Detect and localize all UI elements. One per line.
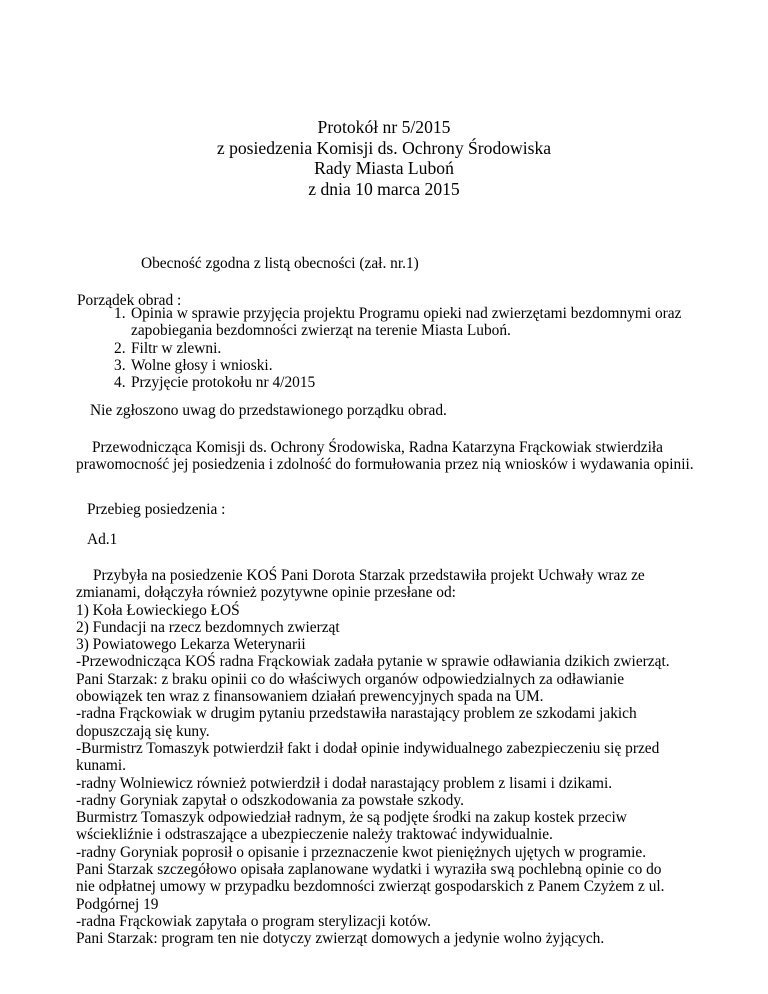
agenda-label: Porządek obrad : bbox=[77, 292, 182, 309]
body-line: zmianami, dołączyła również pozytywne opinie przesłane od: bbox=[76, 584, 456, 602]
body-line: Podgórnej 19 bbox=[76, 895, 159, 913]
agenda-item-text: Przyjęcie protokołu nr 4/2015 bbox=[131, 374, 316, 392]
body-line: -radny Wolniewicz również potwierdził i dodał narastający problem z lisami i dzikami. bbox=[76, 774, 613, 792]
body-line: -Burmistrz Tomaszyk potwierdził fakt i dodał opinie indywidualnego zabezpieczeniu się przed bbox=[76, 739, 660, 757]
proceedings-label: Przebieg posiedzenia : bbox=[87, 501, 226, 518]
body-line: obowiązek ten wraz z finansowaniem działań prewencyjnych spada na UM. bbox=[76, 688, 544, 706]
body-line: Burmistrz Tomaszyk odpowiedział radnym, że są podjęte środki na zakup kostek przeciw bbox=[76, 809, 627, 827]
agenda-item bbox=[114, 357, 714, 374]
agenda-item-text-continued: zapobiegania bezdomności zwierząt na terenie Miasta Luboń. bbox=[131, 322, 511, 340]
agenda-item-number: 3. bbox=[114, 356, 126, 374]
body-line: Pani Starzak szczegółowo opisała zaplanowane wydatki i wyraziła swą pochlebną opinie co do bbox=[76, 861, 662, 879]
document-title bbox=[0, 117, 768, 199]
body-line: nie odpłatnej umowy w przypadku bezdomności zwierząt gospodarskich z Panem Czyżem z ul. bbox=[76, 878, 665, 896]
no-remarks-note: Nie zgłoszono uwag do przedstawionego porządku obrad. bbox=[90, 402, 447, 419]
body-line: dopuszczają się kuny. bbox=[76, 722, 210, 740]
body-line: kunami. bbox=[76, 757, 127, 775]
proceedings-body bbox=[76, 567, 716, 948]
body-line: -radny Goryniak poprosił o opisanie i przeznaczenie kwot pieniężnych ujętych w programie. bbox=[76, 843, 647, 861]
body-line: -Przewodnicząca KOŚ radna Frąckowiak zadała pytanie w sprawie odławiania dzikich zwierząt. bbox=[76, 653, 670, 671]
agenda-item-number: 4. bbox=[114, 374, 126, 392]
body-line: 3) Powiatowego Lekarza Weterynarii bbox=[76, 636, 306, 654]
body-line: Pani Starzak: z braku opinii co do właściwych organów odpowiedzialnych za odławianie bbox=[76, 670, 625, 688]
title-line: Rady Miasta Luboń bbox=[314, 158, 454, 179]
body-line: Przybyła na posiedzenie KOŚ Pani Dorota Starzak przedstawiła projekt Uchwały wraz ze bbox=[93, 567, 645, 584]
title-line: z posiedzenia Komisji ds. Ochrony Środowiska bbox=[216, 137, 552, 158]
attendance-note: Obecność zgodna z listą obecności (zał. nr.1) bbox=[141, 255, 419, 272]
chair-statement-line: prawomocność jej posiedzenia i zdolność do formułowania przez nią wniosków i wydawania opinii. bbox=[76, 456, 694, 473]
body-line: -radny Goryniak zapytał o odszkodowania za powstałe szkody. bbox=[76, 791, 464, 809]
agenda-item bbox=[114, 374, 714, 391]
chair-statement-line: Przewodnicząca Komisji ds. Ochrony Środowiska, Radna Katarzyna Frąckowiak stwierdziła bbox=[92, 439, 663, 456]
agenda-item-number: 2. bbox=[114, 339, 126, 357]
body-line: -radna Frąckowiak zapytała o program sterylizacji kotów. bbox=[76, 912, 431, 930]
agenda-item-text: Filtr w zlewni. bbox=[131, 339, 222, 357]
body-line: wściekliźnie i odstraszające a ubezpieczenie należy traktować indywidualnie. bbox=[76, 826, 553, 844]
body-line: -radna Frąckowiak w drugim pytaniu przedstawiła narastający problem ze szkodami jakich bbox=[76, 705, 637, 723]
title-line: z dnia 10 marca 2015 bbox=[308, 178, 460, 199]
agenda-item-text: Wolne głosy i wnioski. bbox=[131, 356, 273, 374]
section-ad1-label: Ad.1 bbox=[87, 531, 118, 548]
body-line: 1) Koła Łowieckiego ŁOŚ bbox=[76, 601, 240, 619]
title-line: Protokół nr 5/2015 bbox=[317, 117, 451, 137]
agenda-item bbox=[114, 340, 714, 357]
agenda-item-number: 1. bbox=[114, 305, 126, 322]
agenda-item-text: Opinia w sprawie przyjęcia projektu Programu opieki nad zwierzętami bezdomnymi oraz bbox=[131, 305, 682, 322]
agenda-list bbox=[114, 305, 714, 391]
body-line: Pani Starzak: program ten nie dotyczy zwierząt domowych a jedynie wolno żyjących. bbox=[76, 930, 605, 948]
body-line: 2) Fundacji na rzecz bezdomnych zwierząt bbox=[76, 618, 340, 636]
agenda-item bbox=[114, 305, 714, 340]
